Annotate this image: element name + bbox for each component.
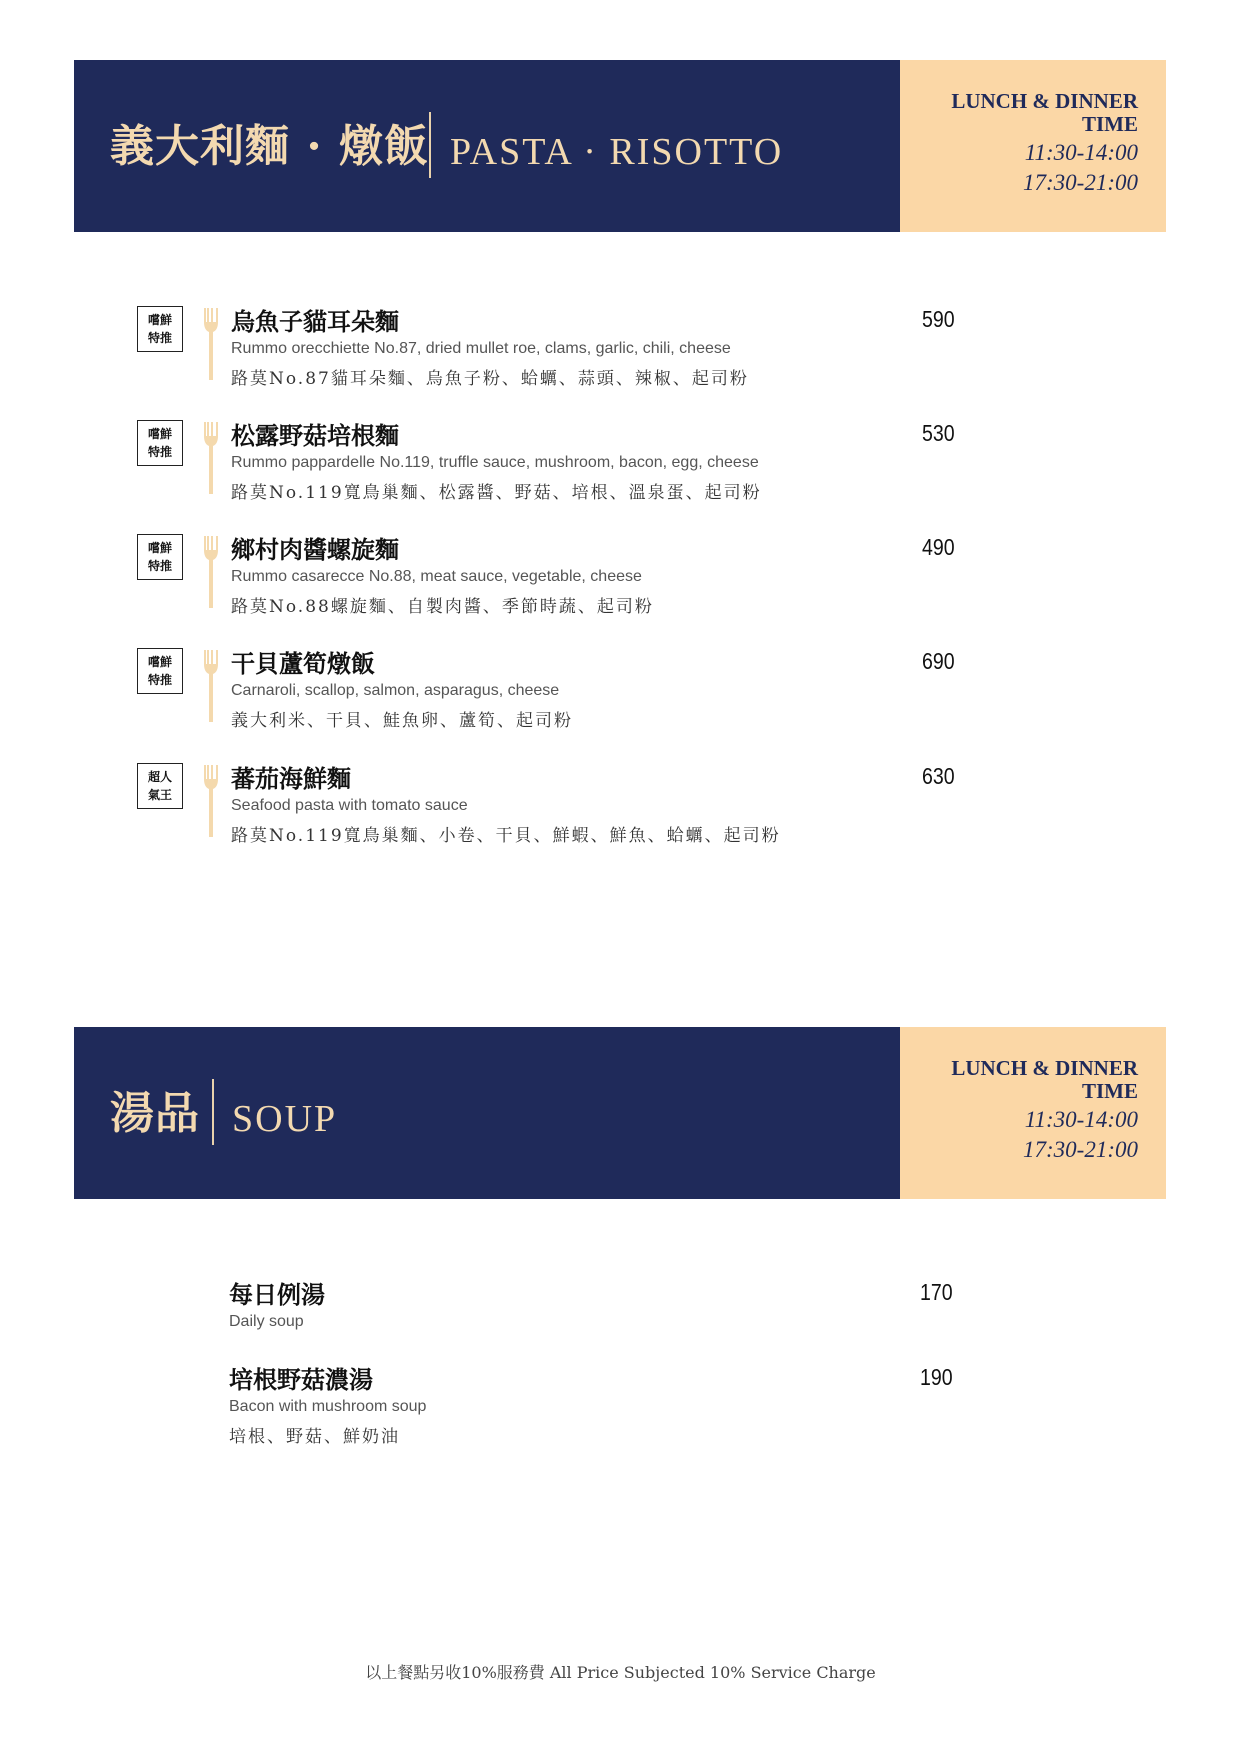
item-price: 190 xyxy=(920,1364,953,1390)
recommend-badge xyxy=(137,648,183,694)
lunch-hours: 11:30-14:00 xyxy=(1024,140,1138,165)
item-name: 蕃茄海鮮麵 xyxy=(231,764,351,793)
item-price: 590 xyxy=(922,306,955,332)
recommend-badge xyxy=(137,306,183,352)
hours-label-line1: LUNCH & DINNER xyxy=(951,1056,1138,1080)
badge-line2: 特推 xyxy=(147,559,172,573)
lunch-hours: 11:30-14:00 xyxy=(1024,1107,1138,1132)
badge-line2: 氣王 xyxy=(147,788,172,802)
title-divider xyxy=(429,112,431,178)
recommend-badge xyxy=(137,534,183,580)
fork-icon xyxy=(200,763,222,839)
item-name: 干貝蘆筍燉飯 xyxy=(231,649,375,678)
item-description-en: Seafood pasta with tomato sauce xyxy=(231,797,468,814)
item-price: 530 xyxy=(922,420,955,446)
item-name: 培根野菇濃湯 xyxy=(229,1365,373,1394)
item-description-zh: 路莫No.119寬鳥巢麵、松露醬、野菇、培根、溫泉蛋、起司粉 xyxy=(231,483,762,503)
fork-icon xyxy=(200,306,222,382)
pasta-title-zh: 義大利麵 · 燉飯 xyxy=(110,121,429,172)
item-name: 每日例湯 xyxy=(229,1280,325,1309)
item-description-zh: 路莫No.87貓耳朵麵、烏魚子粉、蛤蠣、蒜頭、辣椒、起司粉 xyxy=(231,369,749,389)
badge-line2: 特推 xyxy=(147,673,172,687)
item-name: 松露野菇培根麵 xyxy=(231,421,399,450)
pasta-hours xyxy=(908,90,1138,198)
dinner-hours: 17:30-21:00 xyxy=(1023,170,1138,195)
item-price: 490 xyxy=(922,534,955,560)
item-description-en: Daily soup xyxy=(229,1313,304,1330)
badge-line1: 嚐鮮 xyxy=(147,655,172,669)
fork-icon xyxy=(200,534,222,610)
item-price: 690 xyxy=(922,648,955,674)
fork-icon xyxy=(200,648,222,724)
fork-icon xyxy=(200,420,222,496)
soup-header-banner xyxy=(74,1027,1166,1199)
dinner-hours: 17:30-21:00 xyxy=(1023,1137,1138,1162)
item-description-zh: 路莫No.88螺旋麵、自製肉醬、季節時蔬、起司粉 xyxy=(231,597,654,617)
item-price: 630 xyxy=(922,763,955,789)
item-description-zh: 路莫No.119寬鳥巢麵、小卷、干貝、鮮蝦、鮮魚、蛤蠣、起司粉 xyxy=(231,826,781,846)
badge-line1: 嚐鮮 xyxy=(147,427,172,441)
pasta-title-panel xyxy=(74,60,900,232)
pasta-title-en: PASTA · RISOTTO xyxy=(450,131,784,173)
title-divider xyxy=(212,1079,214,1145)
hours-label-line2: TIME xyxy=(1081,112,1138,136)
item-price: 170 xyxy=(920,1279,953,1305)
badge-line2: 特推 xyxy=(147,445,172,459)
badge-line1: 嚐鮮 xyxy=(147,541,172,555)
soup-hours-panel xyxy=(900,1027,1166,1199)
soup-title-zh: 湯品 xyxy=(110,1088,200,1139)
soup-hours xyxy=(908,1057,1138,1165)
hours-label-line2: TIME xyxy=(1081,1079,1138,1103)
soup-title-en: SOUP xyxy=(232,1098,338,1140)
item-description-zh: 義大利米、干貝、鮭魚卵、蘆筍、起司粉 xyxy=(231,711,573,731)
item-description-en: Bacon with mushroom soup xyxy=(229,1398,427,1415)
badge-line1: 嚐鮮 xyxy=(147,313,172,327)
item-description-en: Rummo orecchiette No.87, dried mullet roe, clams, garlic, chili, cheese xyxy=(231,340,731,357)
service-charge-note: 以上餐點另收10%服務費 All Price Subjected 10% Service Charge xyxy=(365,1663,876,1682)
pasta-header-banner xyxy=(74,60,1166,232)
recommend-badge xyxy=(137,420,183,466)
item-description-en: Carnaroli, scallop, salmon, asparagus, cheese xyxy=(231,682,560,699)
item-name: 鄉村肉醬螺旋麵 xyxy=(231,535,399,564)
item-description-zh: 培根、野菇、鮮奶油 xyxy=(229,1427,400,1447)
item-name: 烏魚子貓耳朵麵 xyxy=(231,307,399,336)
pasta-hours-panel xyxy=(900,60,1166,232)
badge-line2: 特推 xyxy=(147,331,172,345)
item-description-en: Rummo casarecce No.88, meat sauce, vegetable, cheese xyxy=(231,568,642,585)
hours-label-line1: LUNCH & DINNER xyxy=(951,89,1138,113)
badge-line1: 超人 xyxy=(147,770,172,784)
item-description-en: Rummo pappardelle No.119, truffle sauce, mushroom, bacon, egg, cheese xyxy=(231,454,759,471)
popular-badge xyxy=(137,763,183,809)
soup-title-panel xyxy=(74,1027,900,1199)
